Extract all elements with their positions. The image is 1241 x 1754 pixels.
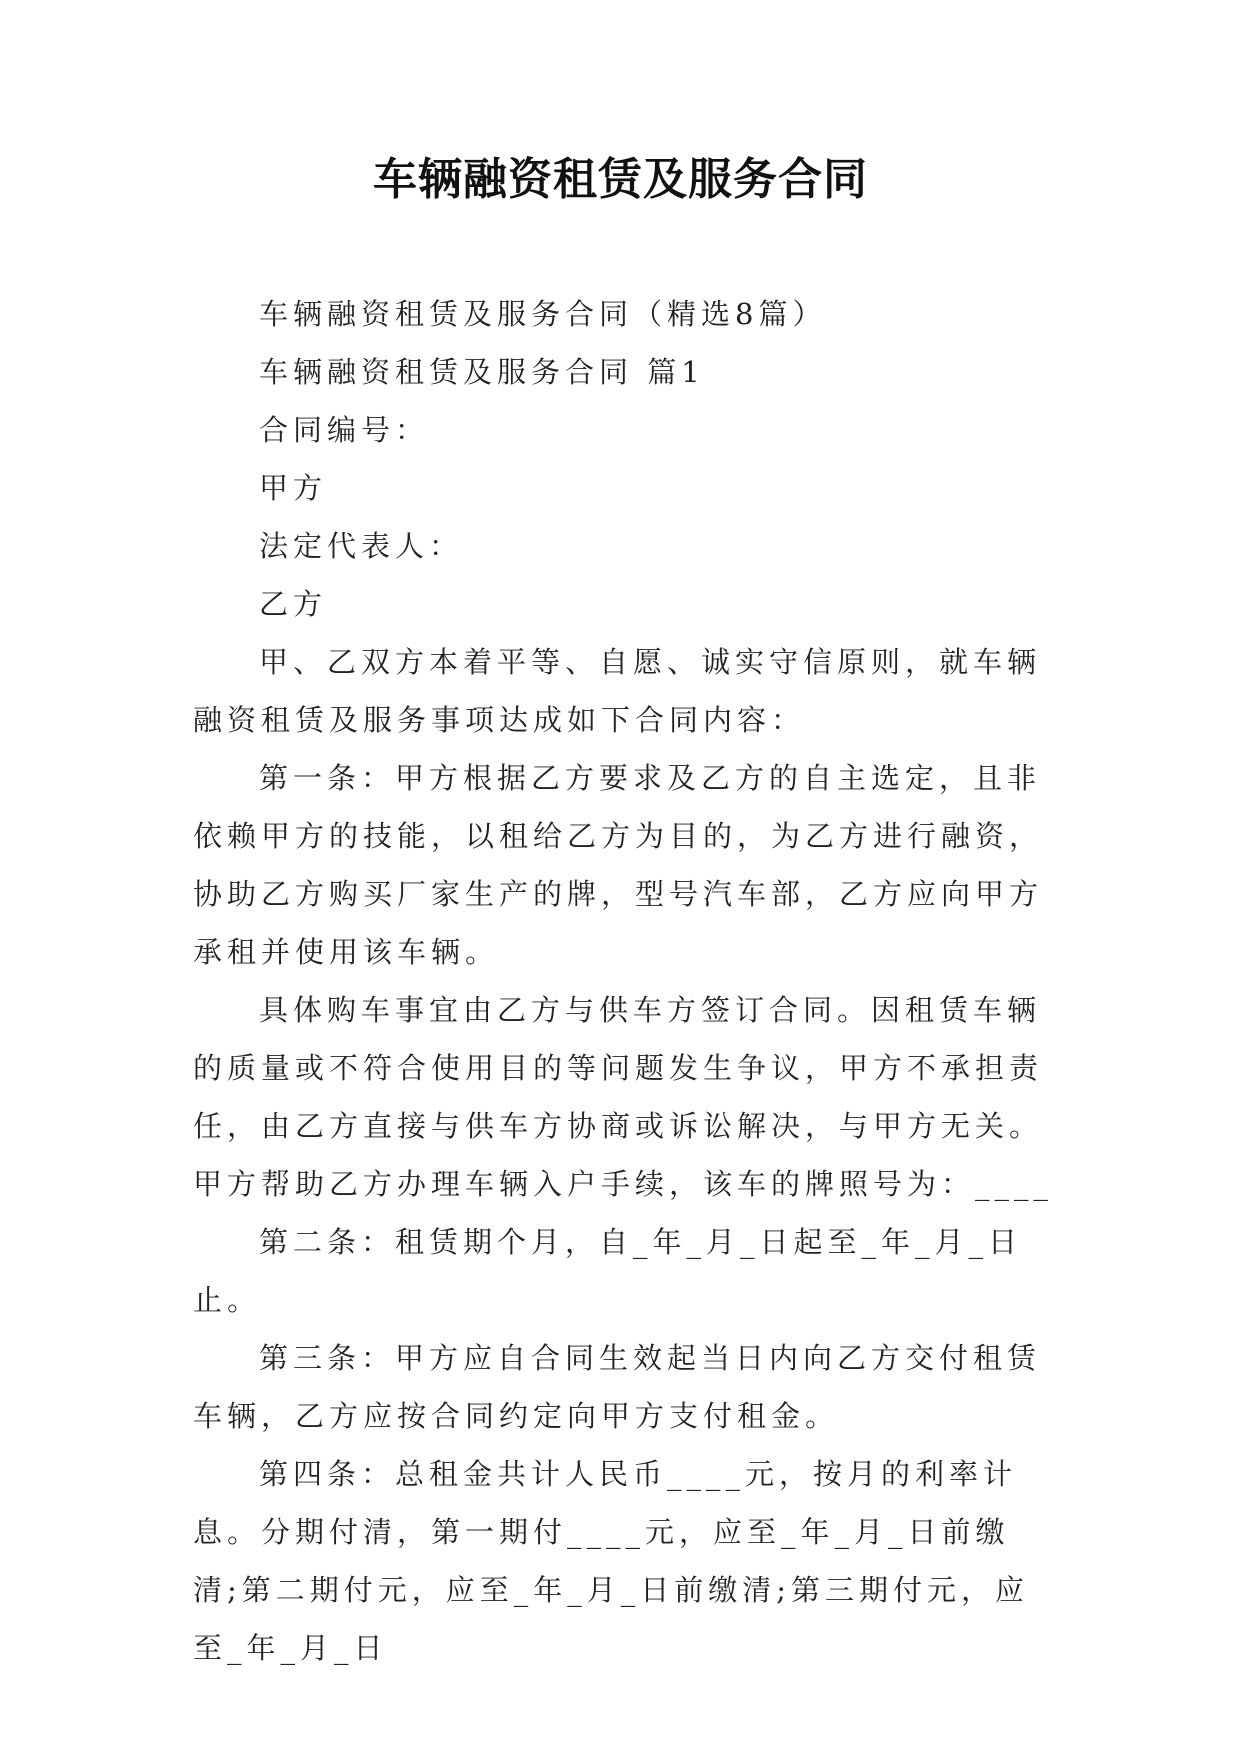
paragraph-contract-number: 合同编号： xyxy=(259,413,430,447)
document-body xyxy=(193,285,1053,1677)
paragraph-article-2: 第二条：租赁期个月，自_年_月_日起至_年_月_日止。 xyxy=(193,1225,1023,1317)
paragraph-section-heading: 车辆融资租赁及服务合同 篇1 xyxy=(259,355,705,389)
paragraph-party-a: 甲方 xyxy=(259,471,328,505)
paragraph-subtitle: 车辆融资租赁及服务合同（精选8篇） xyxy=(259,297,827,331)
paragraph-article-1: 第一条：甲方根据乙方要求及乙方的自主选定，且非依赖甲方的技能，以租给乙方为目的，为乙方进行融资，协助乙方购买厂家生产的牌，型号汽车部，乙方应向甲方承租并使用该车辆。 xyxy=(193,761,1044,969)
paragraph-article-3: 第三条：甲方应自合同生效起当日内向乙方交付租赁车辆，乙方应按合同约定向甲方支付租金。 xyxy=(193,1341,1042,1433)
paragraph-legal-representative: 法定代表人： xyxy=(259,529,464,563)
document-title: 车辆融资租赁及服务合同 xyxy=(373,154,868,205)
paragraph-article-4: 第四条：总租金共计人民币____元，按月的利率计息。分期付清，第一期付____元，应至_年_月_日前缴清;第二期付元，应至_年_月_日前缴清;第三期付元，应至_年_月_日 xyxy=(193,1457,1030,1665)
paragraph-preamble: 甲、乙双方本着平等、自愿、诚实守信原则，就车辆融资租赁及服务事项达成如下合同内容： xyxy=(193,645,1042,737)
paragraph-party-b: 乙方 xyxy=(259,587,328,621)
paragraph-purchase-details: 具体购车事宜由乙方与供车方签订合同。因租赁车辆的质量或不符合使用目的等问题发生争议，甲方不承担责任，由乙方直接与供车方协商或诉讼解决，与甲方无关。甲方帮助乙方办理车辆入户手续，该车的牌照号为：____ xyxy=(193,993,1054,1201)
